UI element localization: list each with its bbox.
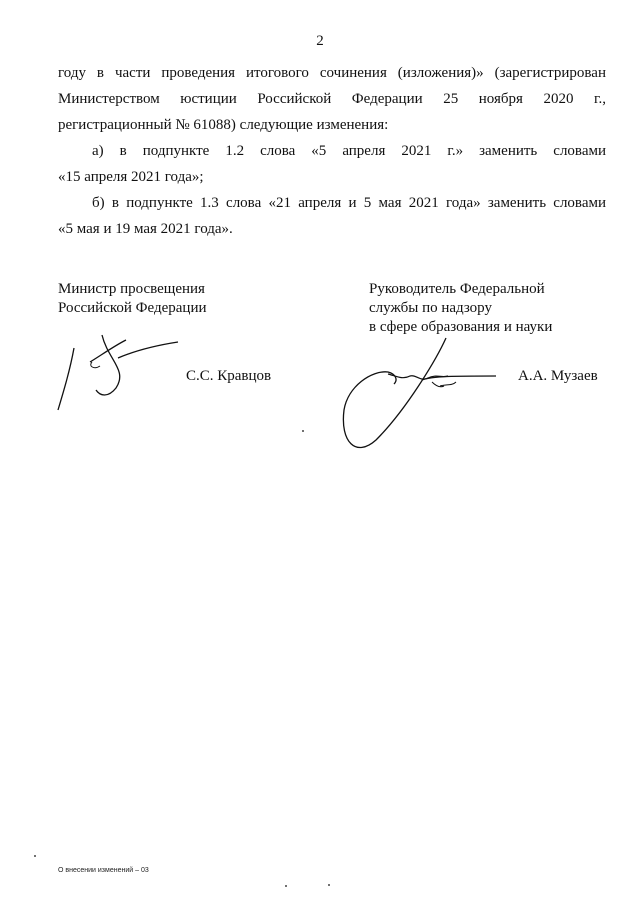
signer-title-line: Российской Федерации <box>58 300 207 316</box>
scan-speck <box>285 885 287 887</box>
page-number: 2 <box>316 33 324 49</box>
footer-note: О внесении изменений – 03 <box>58 867 149 874</box>
paragraph-line: году в части проведения итогового сочинения (изложения)» (зарегистрирован <box>58 65 606 81</box>
paragraph-line: регистрационный № 61088) следующие изменения: <box>58 117 389 133</box>
paragraph-item-b <box>58 190 606 242</box>
paragraph-line: Министерством юстиции Российской Федерации 25 ноября 2020 г., <box>58 91 606 107</box>
scan-speck <box>328 884 330 886</box>
paragraph-line: а) в подпункте 1.2 слова «5 апреля 2021 г.» заменить словами <box>92 143 606 159</box>
signer-right-name: А.А. Музаев <box>518 368 598 384</box>
signature-right-icon <box>336 330 506 460</box>
paragraph-line: б) в подпункте 1.3 слова «21 апреля и 5 мая 2021 года» заменить словами <box>92 195 606 211</box>
paragraph-intro <box>58 60 606 138</box>
paragraph-item-a <box>58 138 606 190</box>
paragraph-line: «5 мая и 19 мая 2021 года». <box>58 221 233 237</box>
signer-title-line: в сфере образования и науки <box>369 319 553 335</box>
signer-title-line: Руководитель Федеральной <box>369 281 545 297</box>
signer-left-title <box>58 280 207 318</box>
signer-title-line: Министр просвещения <box>58 281 205 297</box>
signer-right-title <box>369 280 552 337</box>
signer-title-line: службы по надзору <box>369 300 492 316</box>
scan-speck <box>302 430 304 432</box>
paragraph-line: «15 апреля 2021 года»; <box>58 169 204 185</box>
scan-speck <box>34 855 36 857</box>
signer-left-name: С.С. Кравцов <box>186 368 272 384</box>
